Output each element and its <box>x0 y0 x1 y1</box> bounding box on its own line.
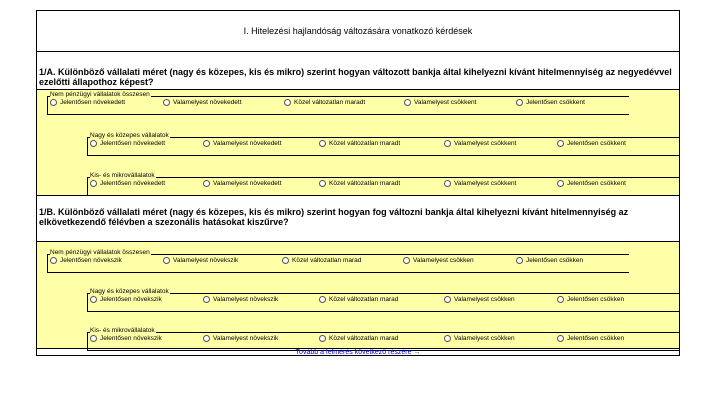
option-label: Jelentősen csökkent <box>567 140 626 147</box>
option-label: Valamelyest csökken <box>454 296 515 303</box>
radio-icon[interactable] <box>203 335 210 342</box>
radio-option[interactable] <box>203 180 282 187</box>
q1b-options-area <box>37 242 679 349</box>
radio-option[interactable] <box>404 99 476 106</box>
radio-option[interactable] <box>90 335 162 342</box>
option-label: Valamelyest csökkent <box>454 140 517 147</box>
radio-icon[interactable] <box>203 140 210 147</box>
q1b-band <box>37 196 679 242</box>
radio-option[interactable] <box>444 140 516 147</box>
radio-icon[interactable] <box>557 296 564 303</box>
radio-icon[interactable] <box>282 257 289 264</box>
option-label: Közel változatlan maradt <box>329 180 401 187</box>
option-label: Jelentősen csökkent <box>526 99 585 106</box>
radio-option[interactable] <box>319 335 398 342</box>
option-label: Jelentősen növekedett <box>100 180 166 187</box>
option-label: Valamelyest csökkent <box>454 180 517 187</box>
radio-option[interactable] <box>319 180 400 187</box>
radio-icon[interactable] <box>319 335 326 342</box>
option-label: Közel változatlan marad <box>292 257 362 264</box>
radio-icon[interactable] <box>444 335 451 342</box>
q1a-options-area <box>37 90 679 206</box>
group-label: Kis- és mikrovállalatok <box>90 172 155 179</box>
radio-option[interactable] <box>284 99 365 106</box>
option-label: Jelentősen növekedett <box>100 140 166 147</box>
option-label: Jelentősen csökkent <box>567 180 626 187</box>
group-label: Nagy és közepes vállalatok <box>90 132 169 139</box>
option-label: Valamelyest növekszik <box>213 296 279 303</box>
title-band <box>37 11 679 52</box>
radio-icon[interactable] <box>90 335 97 342</box>
radio-option[interactable] <box>90 180 165 187</box>
radio-icon[interactable] <box>90 140 97 147</box>
survey-form <box>36 10 680 356</box>
group-label: Nem pénzügyi vállalatok összesen <box>50 91 150 98</box>
radio-icon[interactable] <box>404 99 411 106</box>
radio-icon[interactable] <box>557 140 564 147</box>
radio-option[interactable] <box>90 296 162 303</box>
radio-option[interactable] <box>319 140 400 147</box>
radio-icon[interactable] <box>90 180 97 187</box>
option-label: Jelentősen csökken <box>567 335 625 342</box>
radio-option[interactable] <box>444 180 516 187</box>
radio-option[interactable] <box>282 257 361 264</box>
radio-option[interactable] <box>444 335 515 342</box>
radio-option[interactable] <box>403 257 474 264</box>
option-label: Közel változatlan marad <box>329 296 399 303</box>
radio-icon[interactable] <box>319 180 326 187</box>
option-label: Jelentősen növekszik <box>100 296 162 303</box>
next-section-link[interactable]: Tovább a felmérés következő részére → <box>295 349 421 356</box>
radio-icon[interactable] <box>90 296 97 303</box>
radio-option[interactable] <box>163 257 238 264</box>
page-title: I. Hitelezési hajlandóság változására vonatkozó kérdések <box>243 26 473 36</box>
radio-icon[interactable] <box>163 257 170 264</box>
radio-icon[interactable] <box>444 296 451 303</box>
radio-icon[interactable] <box>284 99 291 106</box>
option-label: Jelentősen csökken <box>567 296 625 303</box>
option-label: Közel változatlan marad <box>329 335 399 342</box>
radio-option[interactable] <box>203 296 278 303</box>
question-1b: 1/B. Különböző vállalati méret (nagy és közepes, kis és mikro) szerint hogyan fog változni bankja által kihelyezni kívánt hitelmennyiség az elkövetkezendő félévben a szezonális hatásokat kiszűrve? <box>39 207 629 227</box>
radio-option[interactable] <box>203 335 278 342</box>
radio-option[interactable] <box>557 335 624 342</box>
radio-icon[interactable] <box>516 99 523 106</box>
group-label: Kis- és mikrovállalatok <box>90 327 155 334</box>
q1a-band <box>37 52 679 90</box>
radio-icon[interactable] <box>50 257 57 264</box>
radio-option[interactable] <box>90 140 165 147</box>
option-label: Közel változatlan maradt <box>329 140 401 147</box>
radio-icon[interactable] <box>403 257 410 264</box>
option-label: Közel változatlan maradt <box>294 99 366 106</box>
option-label: Valamelyest növekszik <box>213 335 279 342</box>
radio-option[interactable] <box>516 257 583 264</box>
option-label: Jelentősen növekedett <box>60 99 126 106</box>
radio-icon[interactable] <box>203 180 210 187</box>
group-total-1a <box>47 91 629 115</box>
option-label: Jelentősen növekszik <box>60 257 122 264</box>
option-label: Valamelyest növekedett <box>213 140 282 147</box>
radio-option[interactable] <box>50 99 125 106</box>
radio-icon[interactable] <box>50 99 57 106</box>
option-label: Valamelyest csökkent <box>414 99 477 106</box>
radio-icon[interactable] <box>319 140 326 147</box>
option-label: Valamelyest növekedett <box>173 99 242 106</box>
radio-option[interactable] <box>319 296 398 303</box>
option-label: Valamelyest csökken <box>454 335 515 342</box>
radio-option[interactable] <box>557 140 626 147</box>
radio-icon[interactable] <box>444 180 451 187</box>
radio-option[interactable] <box>557 180 626 187</box>
option-label: Valamelyest növekszik <box>173 257 239 264</box>
radio-option[interactable] <box>557 296 624 303</box>
question-1a: 1/A. Különböző vállalati méret (nagy és közepes, kis és mikro) szerint hogyan változott bankja által kihelyezni kívánt hitelmennyiség az negyedévvel ezelőtti állapothoz képest? <box>39 67 672 87</box>
radio-option[interactable] <box>444 296 515 303</box>
radio-option[interactable] <box>203 140 282 147</box>
radio-icon[interactable] <box>516 257 523 264</box>
radio-option[interactable] <box>50 257 122 264</box>
group-label: Nem pénzügyi vállalatok összesen <box>50 249 150 256</box>
group-label: Nagy és közepes vállalatok <box>90 288 169 295</box>
radio-icon[interactable] <box>444 140 451 147</box>
option-label: Valamelyest növekedett <box>213 180 282 187</box>
radio-icon[interactable] <box>319 296 326 303</box>
option-label: Valamelyest csökken <box>413 257 474 264</box>
group-small-1a <box>87 172 679 196</box>
radio-option[interactable] <box>163 99 242 106</box>
radio-option[interactable] <box>516 99 585 106</box>
option-label: Jelentősen növekszik <box>100 335 162 342</box>
option-label: Jelentősen csökken <box>526 257 584 264</box>
radio-icon[interactable] <box>557 335 564 342</box>
group-total-1b <box>47 249 629 273</box>
radio-icon[interactable] <box>163 99 170 106</box>
group-large-1b <box>87 288 679 312</box>
group-large-1a <box>87 132 679 156</box>
radio-icon[interactable] <box>557 180 564 187</box>
radio-icon[interactable] <box>203 296 210 303</box>
